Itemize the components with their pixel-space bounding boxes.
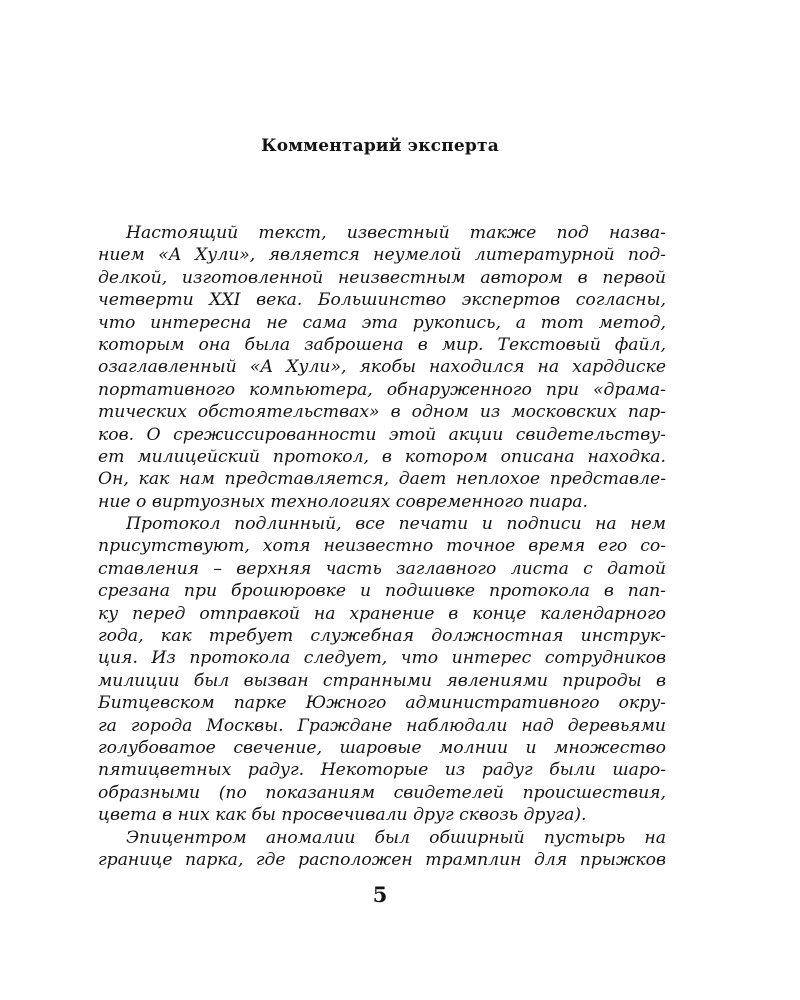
text-line: нием «А Хули», является неумелой литературной под- — [98, 245, 666, 266]
text-line: ку перед отправкой на хранение в конце календарного — [98, 603, 666, 624]
text-line: присутствуют, хотя неизвестно точное время его со- — [98, 536, 666, 557]
text-line-paragraph-start: Эпицентром аномалии был обширный пустырь на — [126, 827, 666, 848]
text-line: года, как требует служебная должностная инструк- — [98, 626, 666, 647]
page-number: 5 — [372, 882, 388, 907]
text-line-paragraph-end: ние о виртуозных технологиях современного пиара. — [98, 491, 588, 512]
text-line: что интересна не сама эта рукопись, а тот метод, — [98, 312, 666, 333]
text-line: га города Москвы. Граждане наблюдали над деревьями — [98, 715, 666, 736]
text-line: которым она была заброшена в мир. Текстовый файл, — [98, 334, 666, 355]
text-line: голубоватое свечение, шаровые молнии и множество — [98, 737, 666, 758]
text-line-paragraph-end: цвета в них как бы просвечивали друг сквозь друга). — [98, 805, 587, 826]
body-text — [98, 222, 666, 871]
text-line: образными (по показаниям свидетелей происшествия, — [98, 782, 666, 803]
text-line: четверти XXI века. Большинство экспертов согласны, — [98, 290, 666, 311]
text-line: милиции был вызван странными явлениями природы в — [98, 670, 666, 691]
text-line: озаглавленный «А Хули», якобы находился на харддиске — [98, 357, 666, 378]
text-line: ет милицейский протокол, в котором описана находка. — [98, 446, 666, 467]
text-line: срезана при брошюровке и подшивке протокола в пап- — [98, 581, 666, 602]
text-line-paragraph-start: Протокол подлинный, все печати и подписи на нем — [126, 514, 666, 535]
text-line: границе парка, где расположен трамплин для прыжков — [98, 849, 666, 870]
text-line: Он, как нам представляется, дает неплохое представле- — [98, 469, 666, 490]
text-line-paragraph-start: Настоящий текст, известный также под назва- — [126, 223, 666, 243]
text-line: ков. О срежиссированности этой акции свидетельству- — [98, 424, 666, 445]
text-line: делкой, изготовленной неизвестным автором в первой — [98, 267, 666, 288]
text-line: пятицветных радуг. Некоторые из радуг были шаро- — [98, 760, 666, 781]
text-line: тических обстоятельствах» в одном из московских пар- — [98, 402, 666, 423]
text-line: ставления – верхняя часть заглавного листа с датой — [98, 558, 666, 579]
text-line: ция. Из протокола следует, что интерес сотрудников — [98, 648, 666, 669]
text-line: портативного компьютера, обнаруженного при «драма- — [98, 379, 666, 400]
text-line: Битцевском парке Южного административного окру- — [98, 693, 666, 714]
page-title: Комментарий эксперта — [261, 136, 499, 156]
